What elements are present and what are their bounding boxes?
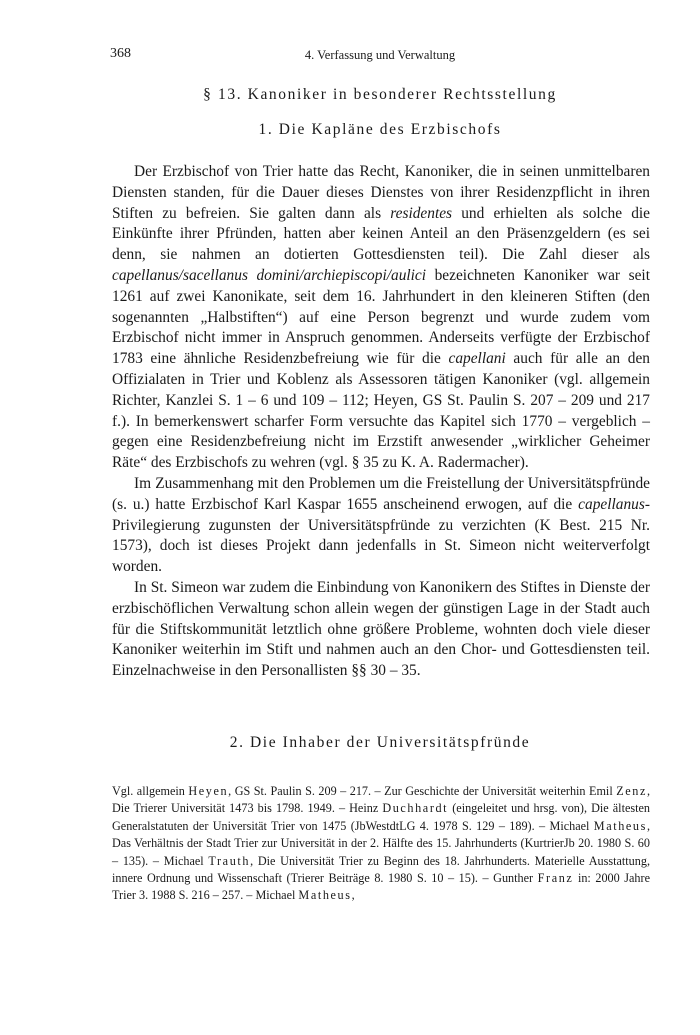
term-capellanus: capellanus <box>578 495 645 513</box>
paragraph-1: Der Erzbischof von Trier hatte das Recht, Kanoniker, die in seinen unmittelbaren Diensten standen, für die Dauer dieses Dienstes von ihrer Residenzpflicht in ihren Stiften zu befreien. Sie galten dann als residentes und erhielten als solche die Einkünfte ihrer Pfründen, hatten aber keinen Anteil an den Präsenzgeldern (es sei denn, sie nahmen an dotierten Gottesdiensten teil). Die Zahl dieser als capellanus/sacellanus domini/archiepiscopi/aulici bezeichneten Kanoniker war seit 1261 auf zwei Kanonikate, seit dem 16. Jahrhundert in den kleineren Stiften (den sogenannten „Halbstiften“) auf eine Person begrenzt und wurde zudem vom Erzbischof nicht immer in Anspruch genommen. Anderseits verfügte der Erzbischof 1783 eine ähnliche Residenzbefreiung wie für die capellani auch für alle an den Offizialaten in Trier und Koblenz als Assessoren tätigen Kanoniker (vgl. allgemein Richter, Kanzlei S. 1 – 6 und 109 – 112; Heyen, GS St. Paulin S. 207 – 209 und 217 f.). In bemerkenswert scharfer Form versuchte das Kapitel sich 1770 – vergeblich – gegen eine Residenzbefreiung nicht im Erzstift anwesender „wirklicher Geheimer Räte“ des Erzbischofs zu wehren (vgl. § 35 zu K. A. Radermacher). <box>112 163 650 472</box>
author-name: Trauth <box>208 853 251 868</box>
author-name: Matheus <box>298 888 352 903</box>
page-header <box>110 46 650 66</box>
term-capellanus-titles: capellanus/sacellanus domini/archiepiscopi/aulici <box>112 266 427 284</box>
page-number: 368 <box>110 46 131 61</box>
author-name: Zenz <box>616 784 647 798</box>
paragraph-2: Im Zusammenhang mit den Problemen um die Freistellung der Universitätspfründe (s. u.) hatte Erzbischof Karl Kaspar 1655 anscheinend erwogen, auf die capellanus-Privilegierung zugunsten der Universitätspfründe zu verzichten (K Best. 215 Nr. 1573), doch ist dieses Projekt dann jedenfalls in St. Simeon nicht weiterverfolgt worden. <box>112 474 650 576</box>
running-title: 4. Verfassung und Verwaltung <box>304 48 456 62</box>
author-name: Franz <box>537 871 574 886</box>
paragraph-3: In St. Simeon war zudem die Einbindung von Kanonikern des Stiftes in Dienste der erzbischöflichen Verwaltung schon allein wegen der günstigen Lage in der Stadt auch für die Stiftskommunität letztlich ohne größere Probleme, wohnten doch viele dieser Kanoniker weiterhin im Stift und nahmen auch an den Chor- und Gottesdiensten teil. Einzelnachweise in den Personallisten §§ 30 – 35. <box>112 578 650 680</box>
author-name: Matheus <box>593 818 647 833</box>
body-text <box>112 162 650 682</box>
bibliography-text: Vgl. allgemein Heyen, GS St. Paulin S. 209 – 217. – Zur Geschichte der Universität weiterhin Emil Zenz, Die Trierer Universität 1473 bis 1798. 1949. – Heinz Duchhardt (eingeleitet und hrsg. von), Die ältesten Generalstatuten der Universität Trier von 1475 (JbWestdtLG 4. 1978 S. 129 – 189). – Michael Matheus, Das Verhältnis der Stadt Trier zur Universität in der 2. Hälfte des 15. Jahrhunderts (KurtrierJb 20. 1980 S. 60 – 135). – Michael Trauth, Die Universität Trier zu Beginn des 18. Jahrhunderts. Materielle Ausstattung, innere Ordnung und Wissenschaft (Trierer Beiträge 8. 1980 S. 10 – 15). – Gunther Franz in: 2000 Jahre Trier 3. 1988 S. 216 – 257. – Michael Matheus, <box>112 784 651 903</box>
author-name: Heyen <box>188 784 229 798</box>
term-residentes: residentes <box>390 204 453 222</box>
term-capellani: capellani <box>448 350 506 368</box>
section-heading: § 13. Kanoniker in besonderer Rechtsstellung <box>203 86 557 103</box>
bibliography-block <box>112 783 650 905</box>
subsection-1-title: 1. Die Kapläne des Erzbischofs <box>258 121 502 138</box>
author-name: Duchhardt <box>382 801 449 816</box>
subsection-2-title: 2. Die Inhaber der Universitätspfründe <box>229 734 531 751</box>
